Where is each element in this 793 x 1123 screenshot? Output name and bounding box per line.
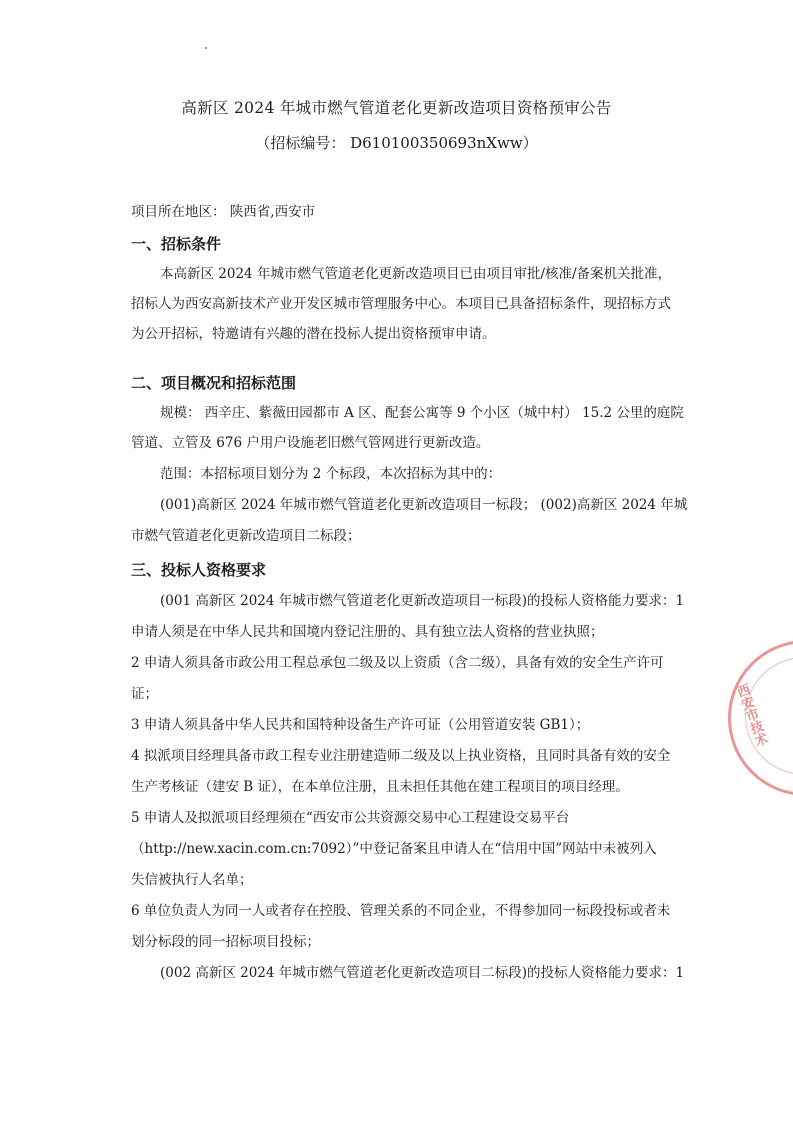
official-seal [728,640,793,796]
paragraph-line: 划分标段的同一招标项目投标； [131,934,320,950]
paragraph-line: 招标人为西安高新技术产业开发区城市管理服务中心。本项目已具备招标条件，现招标方式 [131,296,671,312]
project-region: 项目所在地区： 陕西省,西安市 [131,204,316,220]
paragraph-line: 生产考核证（建安 B 证），在本单位注册，且未担任其他在建工程项目的项目经理。 [131,779,629,795]
paragraph-line: 4 拟派项目经理具备市政工程专业注册建造师二级及以上执业资格，且同时具备有效的安全 [131,748,671,764]
paragraph-line: 范围：本招标项目划分为 2 个标段，本次招标为其中的： [160,466,502,482]
section-heading-project-overview: 二、项目概况和招标范围 [131,374,297,392]
section-heading-tender-conditions: 一、招标条件 [131,235,222,253]
document-title: 高新区 2024 年城市燃气管道老化更新改造项目资格预审公告 [181,99,612,117]
paragraph-line: 市燃气管道老化更新改造项目二标段； [131,528,361,544]
scan-speck [205,47,207,49]
section-heading-bidder-qualifications: 三、投标人资格要求 [131,561,267,579]
paragraph-line: 3 申请人须具备中华人民共和国特种设备生产许可证（公用管道安装 GB1）； [131,717,590,733]
paragraph-line: 证； [131,686,158,702]
official-seal-text: 西安市技术 [732,682,769,749]
paragraph-line: 5 申请人及拟派项目经理须在“西安市公共资源交易中心工程建设交易平台 [131,810,570,826]
paragraph-line: 管道、立管及 676 户用户设施老旧燃气管网进行更新改造。 [131,435,490,451]
paragraph-line: 本高新区 2024 年城市燃气管道老化更新改造项目已由项目审批/核准/备案机关批准， [160,266,672,282]
paragraph-line: 为公开招标，特邀请有兴趣的潜在投标人提出资格预审申请。 [131,326,496,342]
paragraph-line: 申请人须是在中华人民共和国境内登记注册的、具有独立法人资格的营业执照； [131,624,604,640]
paragraph-line: 规模： 西辛庄、紫薇田园都市 A 区、配套公寓等 9 个小区（城中村） 15.2 公里的庭院 [160,405,684,421]
paragraph-line: (002 高新区 2024 年城市燃气管道老化更新改造项目二标段)的投标人资格能力要求：1 [160,965,685,981]
paragraph-line: (001)高新区 2024 年城市燃气管道老化更新改造项目一标段； (002)高新区 2024 年城 [160,497,688,513]
paragraph-line: (001 高新区 2024 年城市燃气管道老化更新改造项目一标段)的投标人资格能力要求：1 [160,593,685,609]
paragraph-line: 2 申请人须具备市政公用工程总承包二级及以上资质（含二级），具备有效的安全生产许可 [131,655,664,671]
tender-number: （招标编号： D610100350693nXww） [255,134,538,152]
paragraph-line: 6 单位负责人为同一人或者存在控股、管理关系的不同企业，不得参加同一标段投标或者未 [131,903,671,919]
paragraph-line: 失信被执行人名单； [131,872,253,888]
paragraph-line: （http://new.xacin.com.cn:7092）”中登记备案且申请人在“信用中国”网站中未被列入 [131,841,657,857]
